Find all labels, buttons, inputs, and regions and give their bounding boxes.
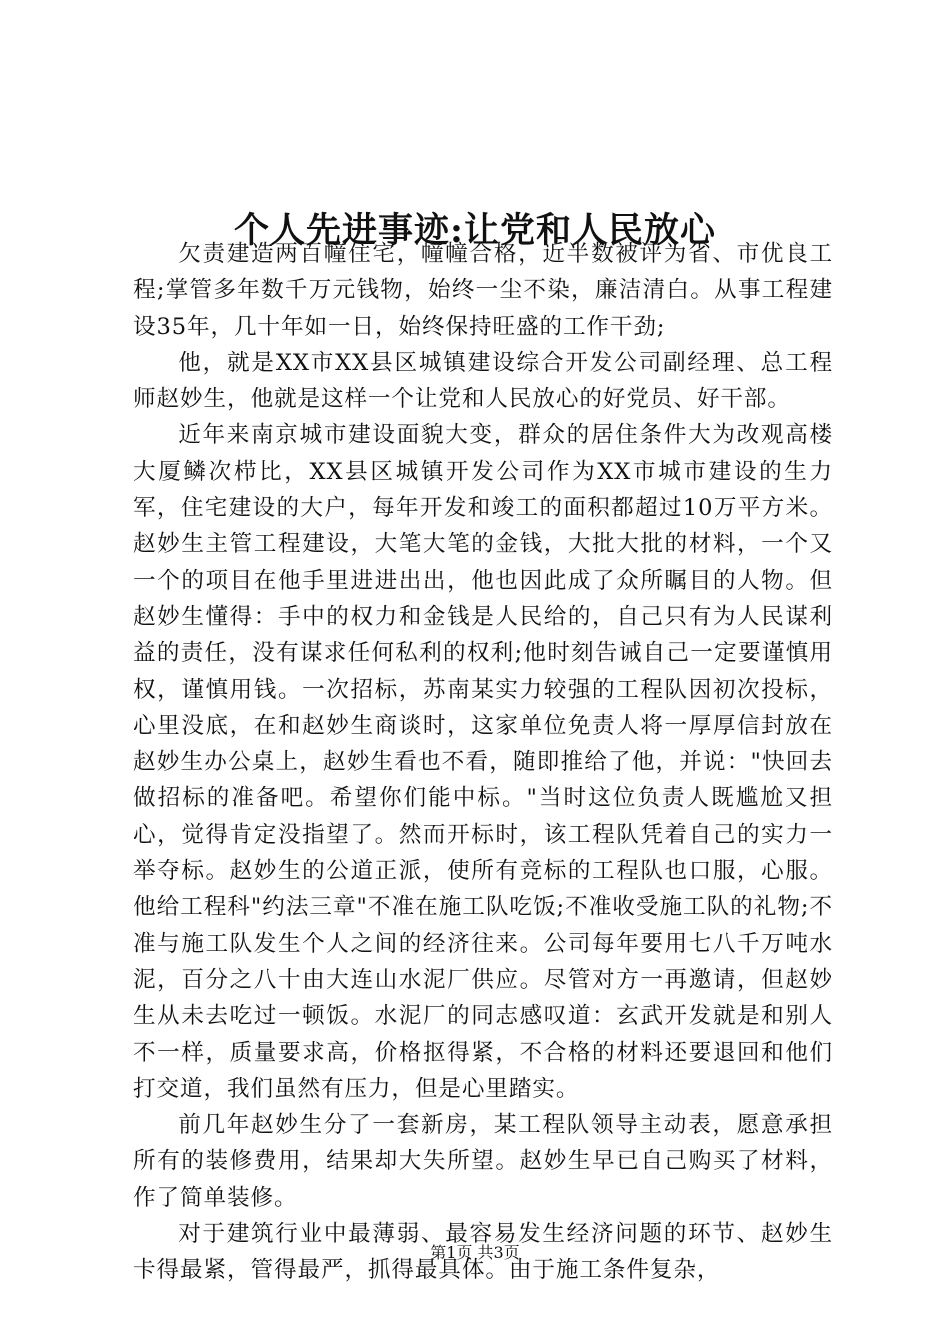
paragraph-2: 他，就是XX市XX县区城镇建设综合开发公司副经理、总工程师赵妙生，他就是这样一个让党和人民放心的好党员、好干部。	[133, 349, 833, 413]
paragraph-1: 欠责建造两百幢住宅，幢幢合格，近半数被评为省、市优良工程;掌管多年数千万元钱物，始终一尘不染，廉洁清白。从事工程建设35年，几十年如一日，始终保持旺盛的工作干劲;	[133, 241, 833, 340]
paragraph-3: 近年来南京城市建设面貌大变，群众的居住条件大为改观高楼大厦鳞次栉比，XX县区城镇开发公司作为XX市城市建设的生力军，住宅建设的大户，每年开发和竣工的面积都超过10万平方米。赵妙生主管工程建设，大笔大笔的金钱，大批大批的材料，一个又一个的项目在他手里进进出出，他也因此成了众所瞩目的人物。但赵妙生懂得：手中的权力和金钱是人民给的，自己只有为人民谋利益的责任，没有谋求任何私利的权利;他时刻告诫自己一定要谨慎用权，谨慎用钱。一次招标，苏南某实力较强的工程队因初次投标，心里没底，在和赵妙生商谈时，这家单位免责人将一厚厚信封放在赵妙生办公桌上，赵妙生看也不看，随即推给了他，并说："快回去做招标的准备吧。希望你们能中标。"当时这位负责人既尴尬又担心，觉得肯定没指望了。然而开标时，该工程队凭着自己的实力一举夺标。赵妙生的公道正派，使所有竞标的工程队也口服，心服。他给工程科"约法三章"不准在施工队吃饭;不准收受施工队的礼物;不准与施工队发生个人之间的经济往来。公司每年要用七八千万吨水泥，百分之八十由大连山水泥厂供应。尽管对方一再邀请，但赵妙生从未去吃过一顿饭。水泥厂的同志感叹道：玄武开发就是和别人不一样，质量要求高，价格抠得紧，不合格的材料还要退回和他们打交道，我们虽然有压力，但是心里踏实。	[133, 422, 833, 1102]
document-body	[133, 236, 833, 1289]
page-footer: 第1页 共3页	[430, 1243, 520, 1262]
paragraph-4: 前几年赵妙生分了一套新房，某工程队领导主动表，愿意承担所有的装修费用，结果却大失所望。赵妙生早已自己购买了材料，作了简单装修。	[133, 1112, 833, 1211]
paragraph-5: 对于建筑行业中最薄弱、最容易发生经济问题的环节、赵妙生卡得最紧，管得最严，抓得最具体。由于施工条件复杂，	[133, 1221, 833, 1284]
document-title: 个人先进事迹:让党和人民放心	[234, 210, 716, 252]
